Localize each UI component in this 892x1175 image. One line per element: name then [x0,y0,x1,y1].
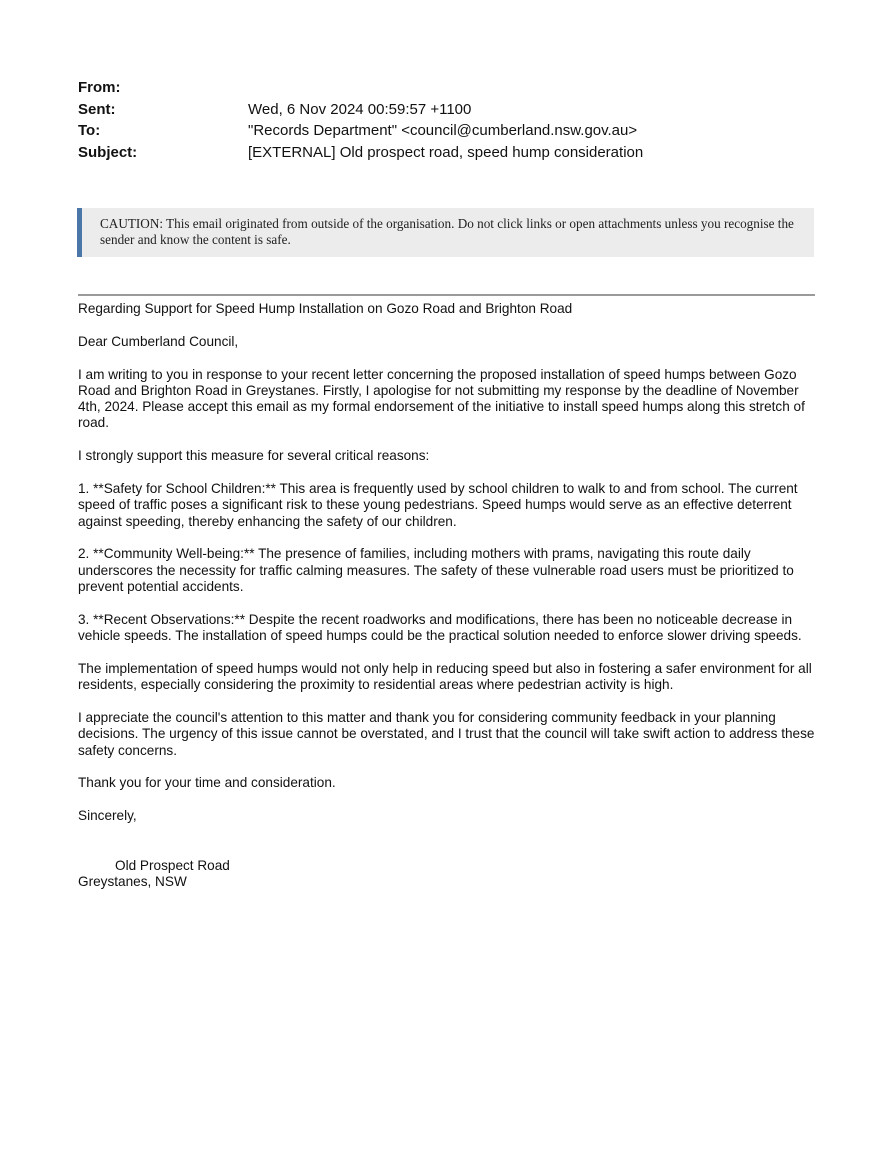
paragraph-appreciation: I appreciate the council's attention to this matter and thank you for considering community feedback in your planning decisions. The urgency of this issue cannot be overstated, and I trust that the council will take swift action to address these safety concerns. [78,710,815,758]
thanks-line: Thank you for your time and consideration. [78,775,336,791]
paragraph-implementation: The implementation of speed humps would not only help in reducing speed but also in fostering a safer environment for all residents, especially considering the proximity to residential areas where pedestrian activity is high. [78,660,812,693]
reason-item-2: 2. **Community Well-being:** The presence of families, including mothers with prams, navigating this route daily underscores the necessity for traffic calming measures. The safety of these vulnerable road users must be prioritized to prevent potential accidents. [78,546,794,595]
subject-row [78,142,643,164]
reason-item-3: 3. **Recent Observations:** Despite the recent roadworks and modifications, there has been no noticeable decrease in vehicle speeds. The installation of speed humps could be the practical solution needed to enforce slower driving speeds. [78,611,802,644]
to-row [78,120,643,142]
caution-text: CAUTION: This email originated from outside of the organisation. Do not click links or open attachments unless you recognise the sender and know the content is safe. [100,216,794,247]
sent-value: Wed, 6 Nov 2024 00:59:57 +1100 [248,100,472,118]
paragraph-support: I strongly support this measure for several critical reasons: [78,448,430,464]
to-value: "Records Department" <council@cumberland.nsw.gov.au> [248,122,638,139]
divider [78,294,815,296]
closing: Sincerely, [78,808,137,824]
caution-banner [77,208,814,257]
letter-subject: Regarding Support for Speed Hump Installation on Gozo Road and Brighton Road [78,301,573,316]
reason-item-1: 1. **Safety for School Children:** This area is frequently used by school children to walk to and from school. The current speed of traffic poses a significant risk to these young pedestrians. Speed humps would serve as an effective deterrent against speeding, thereby enhancing the safety of our children. [78,481,798,529]
to-label: To: [78,122,101,139]
from-label: From: [78,79,121,96]
address-suburb: Greystanes, NSW [78,873,187,889]
signature-block [78,858,818,891]
email-body [78,300,818,890]
subject-label: Subject: [78,143,138,161]
salutation: Dear Cumberland Council, [78,333,239,349]
subject-value: [EXTERNAL] Old prospect road, speed hump consideration [248,143,644,161]
email-header [78,77,643,163]
sent-label: Sent: [78,100,116,118]
paragraph-intro: I am writing to you in response to your recent letter concerning the proposed installation of speed humps between Gozo Road and Brighton Road in Greystanes. Firstly, I apologise for not submitting my response by the deadline of November 4th, 2024. Please accept this email as my formal endorsement of the initiative to install speed humps along this stretch of road. [78,366,805,431]
sent-row [78,99,643,121]
from-row [78,77,643,99]
address-street: Old Prospect Road [115,857,230,873]
